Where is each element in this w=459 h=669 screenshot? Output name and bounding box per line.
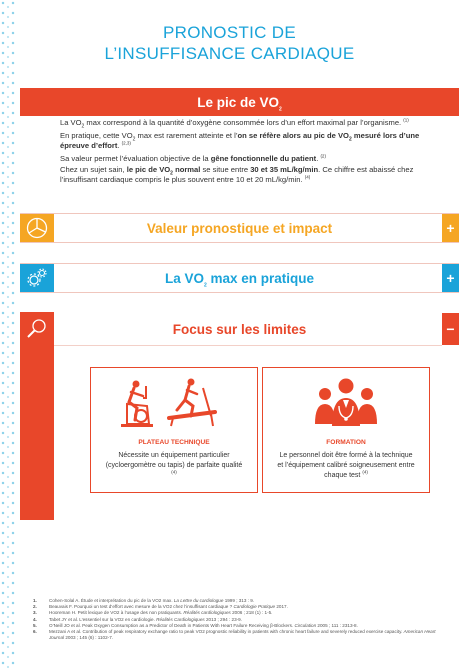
reference-item: 2. Beauvais F. Pourquoi un test d’effort avec mesure de la VO2 chez l’insuffisant cardiaque ? Cardiologie Pratique 2017.	[33, 604, 288, 610]
section-header-pic-vo2-label: Le pic de $VO_2$	[197, 94, 282, 113]
accordion-vo2-pratique[interactable]	[20, 263, 459, 293]
accordion-valeur-label: Valeur pronostique et impact	[146, 220, 333, 236]
accordion-focus-limites[interactable]	[20, 313, 459, 345]
references-list	[33, 598, 443, 641]
reference-item: 5. O’Neill JO et al. Peak Oxygen Consumption as a Predictor of Death in Patients With Heart Failure Receiving β-Blockers. Circulation 2005 ; 111 : 2313-8.	[33, 622, 358, 628]
reference-item: 1. Cohen-Solal A. Étude et interprétation du pic de la VO2 max. La Lettre du cardiologue 1999 ; 313 : 9.	[33, 598, 255, 603]
page-title-line2: L’INSUFFISANCE CARDIAQUE	[104, 44, 355, 63]
accordion-pratique-label: La $VO_2$ max en pratique	[164, 270, 315, 289]
reference-item: 3. Hooreman H. Petit lexique de VO2 à l’usage des non pratiquants. Réalités cardiologiques 2006 ; 218 (1) : 1-5.	[33, 610, 273, 616]
card-formation-title: FORMATION	[326, 439, 366, 446]
card-plateau-technique	[90, 367, 258, 493]
card-plateau-title: PLATEAU TECHNIQUE	[138, 439, 210, 446]
card-formation-text: Le personnel doit être formé à la technique et l’équipement calibré soigneusement entre chaque test $^{(4)}$	[277, 452, 415, 479]
card-plateau-text: Nécessite un équipement particulier (cycloergomètre ou tapis) de parfaite qualité $^{(4)}$	[105, 452, 243, 475]
intro-paragraph-4: Chez un sujet sain, le pic de $VO_2$ normal se situe entre 30 et 35 mL/kg/min. Ce chiffre est abaissé chez l’insuffisant cardiaque compris le plus souvent entre 10 et 20 mL/kg/min. $^{(4)}$	[60, 165, 414, 184]
accordion-limites-label: Focus sur les limites	[172, 321, 307, 337]
card-formation	[262, 367, 430, 493]
decorative-dot-pattern	[0, 0, 15, 669]
expand-plus-icon[interactable]: +	[442, 214, 459, 242]
page-title-line1: PRONOSTIC DE	[162, 23, 296, 42]
intro-paragraph-2: En pratique, cette $VO_2$ max est rarement atteinte et l’on se réfère alors au pic de $VO_2$ mesuré lors d’une épreuve d’effort. $^{(2,3)}$	[60, 131, 420, 150]
intro-paragraph-3: Sa valeur permet l’évaluation objective de la gêne fonctionnelle du patient. $^{(2)}$	[60, 153, 326, 163]
gears-icon	[20, 264, 54, 292]
team-training-icon	[263, 372, 429, 436]
intro-paragraph-1: La $VO_2$ max correspond à la quantité d’oxygène consommée lors d’un effort maximal par l’organisme. $^{(1)}$	[60, 117, 409, 130]
expand-plus-icon[interactable]: +	[442, 264, 459, 292]
accordion-valeur-pronostique[interactable]	[20, 213, 459, 243]
pie-chart-icon	[20, 214, 54, 242]
page-title	[0, 22, 459, 64]
magnifier-icon	[20, 313, 54, 345]
reference-item: 4. Tabet JY et al. L’essentiel sur la VO2 en cardiologie. Réalités Cardiologiques 2013 ; 294 : 23-9.	[33, 616, 242, 622]
collapse-minus-icon[interactable]: −	[442, 313, 459, 345]
exercise-equipment-icon	[91, 372, 257, 436]
section-header-pic-vo2	[20, 88, 459, 116]
reference-item: 6. Mezzani A et al. Contribution of peak respiratory exchange ratio to peak VO2 prognostic reliability in patients with chronic heart failure and severely reduced exercise capacity. American Heart Journal 2003 ; 145 (6) : 1102-7.	[33, 629, 436, 641]
intro-text	[60, 118, 446, 186]
